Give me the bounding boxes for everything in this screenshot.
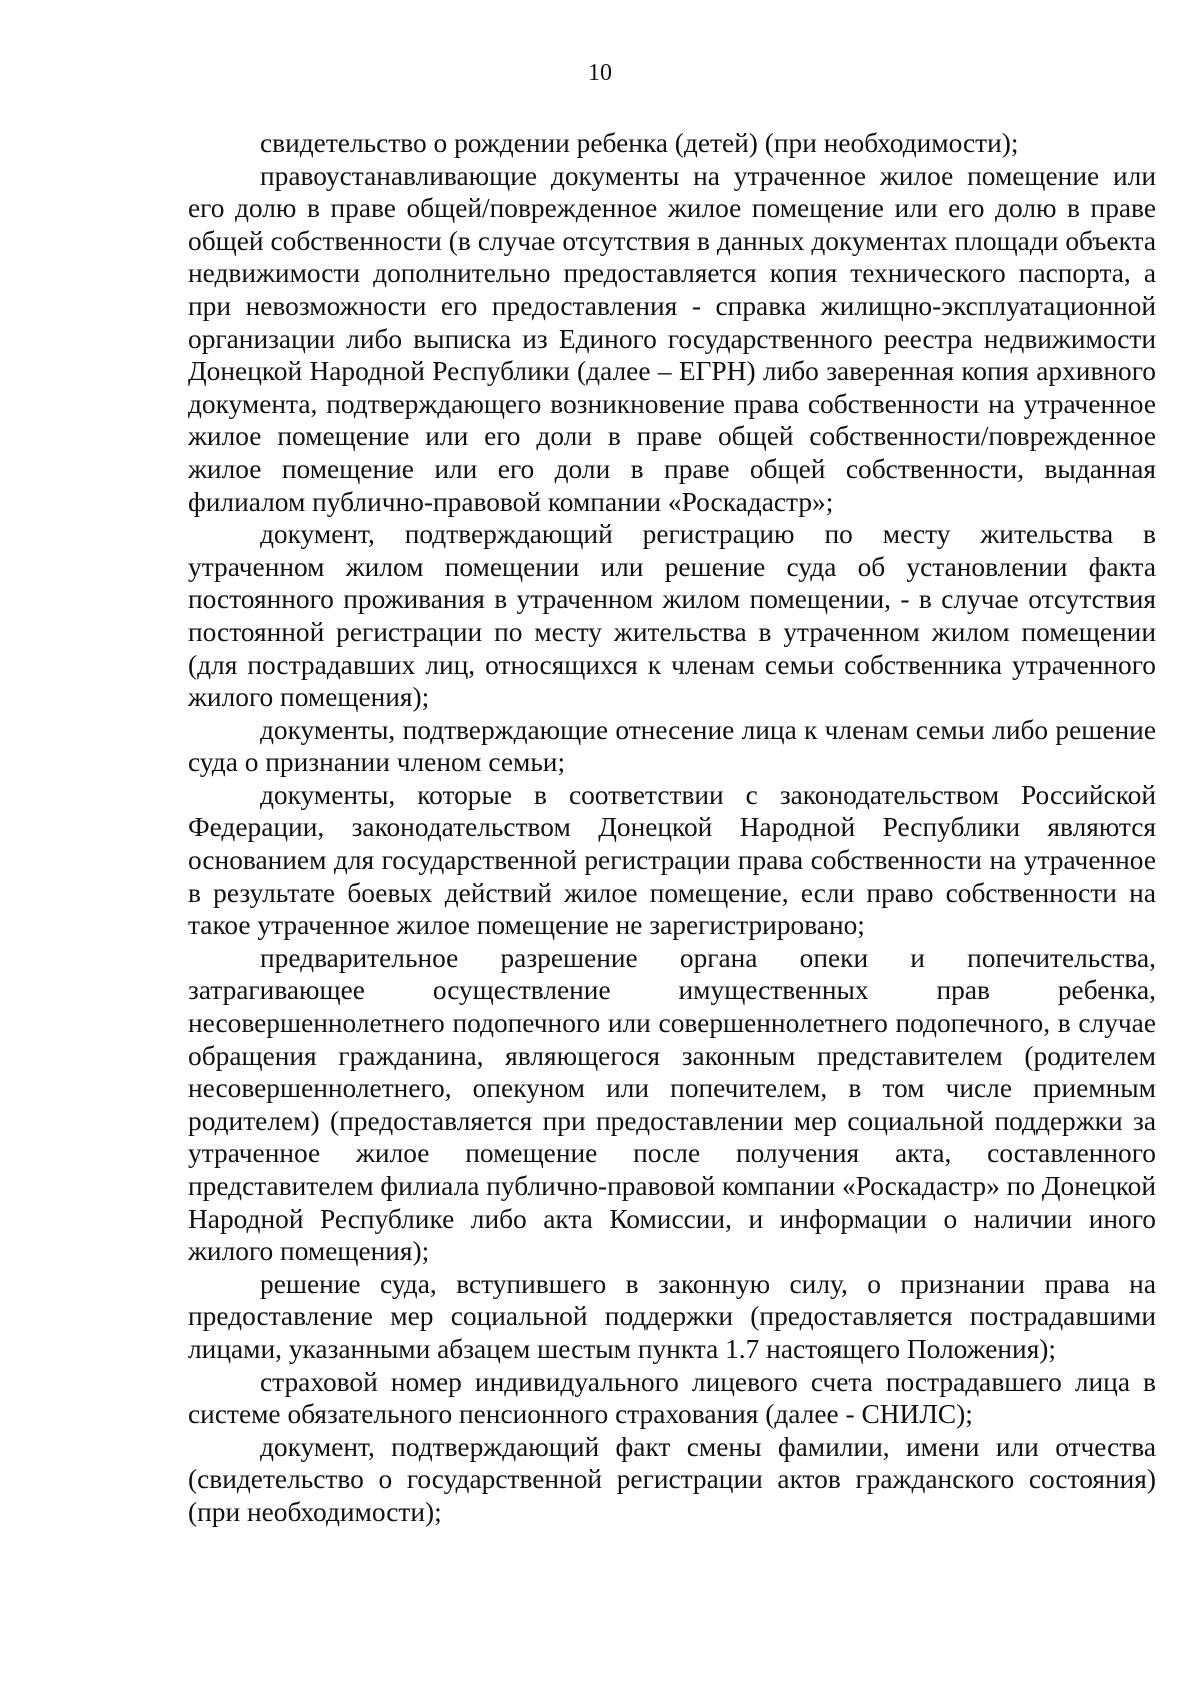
- paragraph-court-decision: решение суда, вступившего в законную силу, о признании права на предоставление мер социальной поддержки (предоставляется пострадавшими лицами, указанными абзацем шестым пункта 1.7 настоящего Положения);: [188, 1268, 1156, 1364]
- paragraph-title-documents: правоустанавливающие документы на утраченное жилое помещение или его долю в праве общей/поврежденное жилое помещение или его долю в праве общей собственности (в случае отсутствия в данных документах площади объекта недвижимости дополнительно предоставляется копия технического паспорта, а при невозможности его предоставления - справка жилищно-эксплуатационной организации либо выписка из Единого государственного реестра недвижимости Донецкой Народной Республики (далее – ЕГРН) либо заверенная копия архивного документа, подтверждающего возникновение права собственности на утраченное жилое помещение или его доли в праве общей собственности/поврежденное жилое помещение или его доли в праве общей собственности, выданная филиалом публично-правовой компании «Роскадастр»;: [188, 160, 1156, 517]
- paragraph-name-change: документ, подтверждающий факт смены фамилии, имени или отчества (свидетельство о государственной регистрации актов гражданского состояния) (при необходимости);: [188, 1431, 1156, 1527]
- paragraph-registration-document: документ, подтверждающий регистрацию по месту жительства в утраченном жилом помещении или решение суда об установлении факта постоянного проживания в утраченном жилом помещении, - в случае отсутствия постоянной регистрации по месту жительства в утраченном жилом помещении (для пострадавших лиц, относящихся к членам семьи собственника утраченного жилого помещения);: [188, 519, 1156, 713]
- paragraph-snils: страховой номер индивидуального лицевого счета пострадавшего лица в системе обязательного пенсионного страхования (далее - СНИЛС);: [188, 1366, 1156, 1430]
- document-body: [188, 127, 1156, 1529]
- paragraph-ownership-basis: документы, которые в соответствии с законодательством Российской Федерации, законодательством Донецкой Народной Республики являются основанием для государственной регистрации права собственности на утраченное в результате боевых действий жилое помещение, если право собственности на такое утраченное жилое помещение не зарегистрировано;: [188, 779, 1156, 941]
- paragraph-guardianship-permission: предварительное разрешение органа опеки и попечительства, затрагивающее осуществление имущественных прав ребенка, несовершеннолетнего подопечного или совершеннолетнего подопечного, в случае обращения гражданина, являющегося законным представителем (родителем несовершеннолетнего, опекуном или попечителем, в том числе приемным родителем) (предоставляется при предоставлении мер социальной поддержки за утраченное жилое помещение после получения акта, составленного представителем филиала публично-правовой компании «Роскадастр» по Донецкой Народной Республике либо акта Комиссии, и информации о наличии иного жилого помещения);: [188, 942, 1156, 1267]
- paragraph-family-membership: документы, подтверждающие отнесение лица к членам семьи либо решение суда о признании членом семьи;: [188, 714, 1156, 778]
- page-number: 10: [588, 60, 612, 86]
- paragraph-birth-certificate: свидетельство о рождении ребенка (детей) (при необходимости);: [260, 128, 1019, 158]
